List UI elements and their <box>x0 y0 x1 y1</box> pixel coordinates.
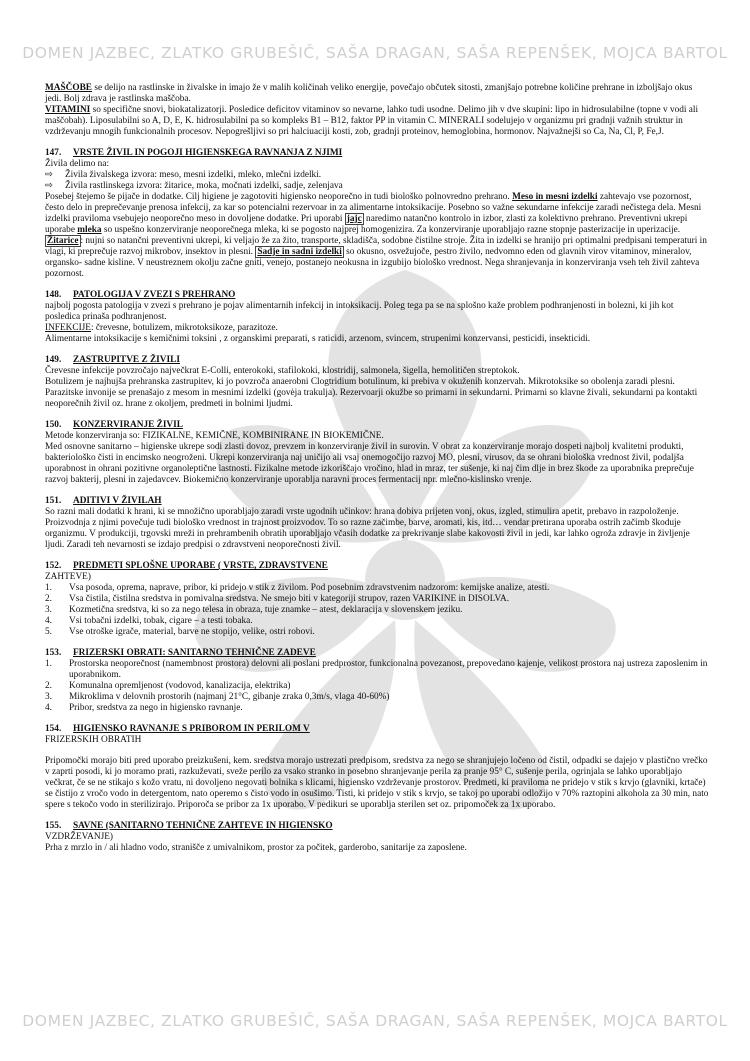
s154-paragraph: Pripomočki morajo biti pred uporabo preizkušeni, kem. sredstva morajo ustrezati predpisom, sredstva za nego se shranjujejo ločeno od čistil, odpadki se dajejo v plastično vrečko v zaprti posodi, ki jo moramo prati, razkuževati, sveže perilo za vsako stranko in posebno shranjevanje perila za pranje 95° C, sušenje perila, ogrinjala se lahko uporabljajo večkrat, če se ne stikajo s kožo vratu, ni dovoljeno negovati bolnika s klicami, higiensko vzdrževanje prostorov. Predmeti, ki praviloma ne pridejo v stik s krvjo (glavniki, krtače) se čistijo z vročo vodo in detergentom, nato operemo s čisto vodo in osušimo. Tisti, ki pridejo v stik s krvjo, se takoj po uporabi odložijo v 70% raztopini alkohola za 30 min, nato spere s tekočo vodo in sterilizirajo. Priporoča se pribor za 1x uporabo. V pedikuri se uporablja sterilen set oz. pripomoček za 1x uporabo. <box>45 756 709 810</box>
s148-infekcije: INFEKCIJE: črevesne, botulizem, mikrotoksikoze, parazitoze. <box>45 323 278 333</box>
section-151-heading: 151. ADITIVI V ŽIVILAH <box>45 496 162 506</box>
paragraph-mascobe: MAŠČOBE se delijo na rastlinske in živalske in imajo že v malih količinah veliko energije, povečajo občutek sitosti, zmanjšajo potrebne količine prehrane in izboljšajo okus jedi. Bolj zdrava je rastlinska maščoba. <box>45 83 693 104</box>
section-148-heading: 148. PATOLOGIJA V ZVEZI S PREHRANO <box>45 290 236 300</box>
list-item: 3. Kozmetična sredstva, ki so za nego telesa in obraza, tuje znamke – atest, deklaracija v slovenskem jeziku. <box>45 605 463 615</box>
section-150-heading: 150. KONZERVIRANJE ŽIVIL <box>45 420 183 430</box>
section-147-heading: 147. VRSTE ŽIVIL IN POGOJI HIGIENSKEGA RAVNANJA Z NJIMI <box>45 148 343 158</box>
arrow-icon: ⇨ <box>45 181 53 191</box>
s147-paragraph: Posebej štejemo še pijače in dodatke. Cilj higiene je zagotoviti higiensko neoporečno in tudi biološko polnovredno prehrano. Meso in mesni izdelki zahtevajo vse pozornost, često delo in preprečevanje prenosa infekcij, za kar so potencialni rezervoar in za alimentarne intoksikacije. Posebno so važne sekundarne infekcije zaradi nečistega dela. Mesni izdelki praviloma vsebujejo neoporečno meso in dovoljene dodatke. Pri uporabi jajc naredimo natančno kontrolo in izbor, zlasti za kolektivno prehrano. Preventivni ukrepi uporabe mleka so uspešno konzerviranje neoporečnega mleka, ki se pogosto najprej homogenizira. Za konzerviranje uporabljajo razne stopnje pasterizacije in uperizacije. Žitarice : nujni so natančni preventivni ukrepi, ki veljajo že za žito, transporte, skladišča, sodobne čistilne stroje. Žita in izdelki se hranijo pri optimalni predpisani temperaturi in vlagi, ki preprečuje razvoj mikrobov, insektov in plesni. Sadje in sadni izdelki so okusno, osvežujoče, pestro živilo, nedvomno eden od glavnih virov vitaminov, mineralov, organsko- sadne kisline. V neustreznem okolju začne gniti, venejo, postanejo neokusna in izgubijo biološko vrednost. Nega shranjevanja in konzerviranja vseh teh živil zahteva pozornost. <box>45 192 707 279</box>
section-154-heading-cont: FRIZERSKIH OBRATIH <box>45 735 142 745</box>
term-mascobe: MAŠČOBE <box>45 83 93 93</box>
list-item: ⇨ Živila rastlinskega izvora: žitarice, moka, močnati izdelki, sadje, zelenjava <box>45 181 343 191</box>
list-item: 2. Komunalna opremljenost (vodovod, kanalizacija, elektrika) <box>45 681 291 691</box>
s149-paragraph-2: Botulizem je najhujša prehranska zastrupitev, ki jo povzroča anaerobni Clogtridium botulinum, ki prebiva v okuženih konzervah. Mikrotoksike so obolenja zaradi plesni. Parazitske invonije se prenašajo z mesom in mesnimi izdelki (govėja trakulja). Rezervoarji okužbe so primarni in sekundarni. Primarni so klavne živali, sekundarni pa kontakti neoporečnih živil oz. hrane z okoljem, predmeti in bolnimi ljudmi. <box>45 377 698 409</box>
list-item: 4. Vsi tobačni izdelki, tobak, cigare – a testi tobaka. <box>45 616 253 626</box>
s155-paragraph: Prha z mrzlo in / ali hladno vodo, straniščе z umivalnikom, prostor za počitek, garderobo, sanitarije za zaposlene. <box>45 843 467 853</box>
section-152-heading: 152. PREDMETI SPLOŠNE UPORABE ( VRSTE, ZDRAVSTVENE <box>45 561 328 571</box>
s149-paragraph-1: Črevesne infekcije povzročajo največkrat E-Colli, enterokoki, stafilokoki, klostridij, salmonela, šigella, hemolitičen streptokok. <box>45 366 520 376</box>
list-item: 4. Pribor, sredstva za nego in higiensko ravnanje. <box>45 703 243 713</box>
section-154-heading: 154. HIGIENSKO RAVNANJE S PRIBOROM IN PERILOM V <box>45 724 310 734</box>
page-header: DOMEN JAZBEC, ZLATKO GRUBEŠIČ, SAŠA DRAGAN, SAŠA REPENŠEK, MOJCA BARTOL <box>22 44 728 62</box>
document-body <box>45 83 709 854</box>
s151-paragraph: So razni mali dodatki k hrani, ki se množično uporabljajo zaradi vrste ugodnih učinkov: hrana dobiva prijeten vonj, okus, izgled, stimulira apetit, prebavo in razpoloženje. Proizvodnja z njimi povečuje tudi biološko vrednost in trajnost proizvodov. To so razne začimbe, barve, aromati, kis, itd… vendar pretirana uporaba ostrih začimb škoduje organizmu. V produkciji, trgovski mreži in prehrambenih obratih uporabljajo včasih dodatke za prekrivanje slabe kakovosti živil in jedi, kar lahko ogroža zdravje in življenje ljudi. Zaradi teh nevarnosti se izdajo predpisi o zdravstveni neoporečnosti živil. <box>45 507 690 550</box>
section-155-heading: 155. SAVNE (SANITARNO TEHNIČNE ZAHTEVE IN HIGIENSKO <box>45 821 333 831</box>
list-item: 1. Vsa posoda, oprema, naprave, pribor, ki pridejo v stik z živilom. Pod posebnim zdravstvenim nadzorom: kemijske analize, atesti. <box>45 583 550 593</box>
list-item: 5. Vse otroške igrače, material, barve ne stopijo, velike, ostri robovi. <box>45 627 315 637</box>
list-item: ⇨ Živila živalskega izvora: meso, mesni izdelki, mleko, mlečni izdelki. <box>45 170 322 180</box>
term-vitamini: VITAMINI <box>45 105 91 115</box>
page-footer: DOMEN JAZBEC, ZLATKO GRUBEŠIČ, SAŠA DRAGAN, SAŠA REPENŠEK, MOJCA BARTOL <box>22 1012 728 1030</box>
list-item: 1. Prostorska neoporečnost (namembnost prostora) delovni ali poslani predprostor, funkcionalna povezanost, prepovedano kajenje, velikost prostora naj ustreza zaposlenim in uporabnikom. <box>45 659 708 680</box>
paragraph-vitamini: VITAMINI so specifične snovi, biokatalizatorji. Posledice deficitov vitaminov so nevarne, lahko tudi usodne. Delimo jih v dve skupini: lipo in hidrosulabilne (topne v vodi ali maščobah). Liposulabilni so A, D, E, K. hidrosulabilni pa so kompleks B1 – B12, faktor PP in vitamin C. MINERALI sodelujejo v organizmu pri gradnji važnih struktur in vzdrževanju mnogih funkcionalnih procesov. Nepogrešljivi so pri halciuaciji kosti, zob, gradnji proteinov, hemoglobina, hormonov. Najvažnejši so Ca, Na, Cl, P, Fe,J. <box>45 105 699 137</box>
section-153-heading: 153. FRIZERSKI OBRATI: SANITARNO TEHNIČNE ZADEVE <box>45 648 316 658</box>
s150-paragraph-1: Metode konzerviranja so: FIZIKALNE, KEMIČNE, KOMBINIRANE IN BIOKEMIČNE. <box>45 431 384 441</box>
s150-paragraph-2: Med osnovne sanitarno – higienske ukrepe sodi zlasti dovoz, prevzem in konzerviranje živil in surovin. V obrat za konzerviranje morajo dospeti najbolj kvalitetni produkti, bakteriološko čisti in encimsko neogroženi. Ukrepi konzerviranja naj uničijo ali vsaj onemogočijo razvoj MO, plesni, virusov, da se ohrani biološka vrednost živil, podaljša uporabnost in ohrani pozitivne organoleptične lastnosti. Fizikalne metode izkoriščajo vročino, hlad in mraz, ter sušenje, ki naj čim dlje in brez škode za uporabnika preprečuje razvoj bakterij, plesni in zajedavcev. Biokemično konzerviranje uporablja naravni proces fermentacij npr. mlečno-kislinsko vrenje. <box>45 442 694 485</box>
arrow-icon: ⇨ <box>45 170 53 180</box>
s148-intoksikacije: Alimentarne intoksikacije s kemičnimi toksini , z organskimi preparati, s raticidi, arzenom, svincem, strupenimi konzervansi, pesticidi, insekticidi. <box>45 334 591 344</box>
section-149-heading: 149. ZASTRUPITVE Z ŽIVILI <box>45 355 180 365</box>
list-item: 3. Mikroklima v delovnih prostorih (najmanj 21°C, gibanje zraka 0,3m/s, vlaga 40-60%) <box>45 692 390 702</box>
section-155-heading-cont: VZDRŽEVANJE) <box>45 832 114 842</box>
section-152-heading-cont: ZAHTEVE) <box>45 572 91 582</box>
s148-paragraph: najbolj pogosta patologija v zvezi s prehrano je pojav alimentarnih infekcij in intoksikacij. Poleg tega pa se na splošno kaže problem podhranjenosti in bolezni, ki jih kot posledica prinaša podhranjenost. <box>45 301 674 322</box>
s147-intro: Živila delimo na: <box>45 159 110 169</box>
list-item: 2. Vsa čistila, čistilna sredstva in pomivalna sredstva. Ne smejo biti v kategoriji strupov, razen VARIKINE in DISOLVA. <box>45 594 510 604</box>
